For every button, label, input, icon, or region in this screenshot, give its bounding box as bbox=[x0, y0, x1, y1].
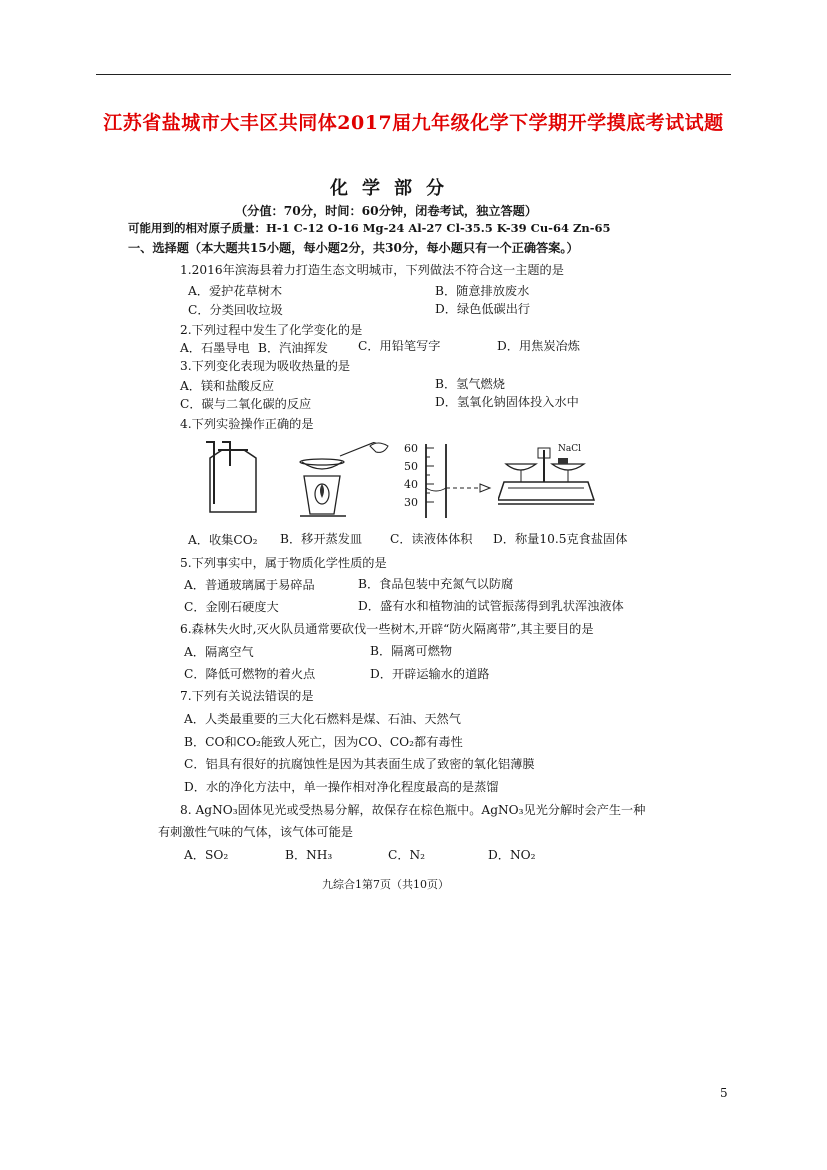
exam-info: （分值：70分，时间：60分钟，闭卷考试，独立答题） bbox=[235, 204, 538, 218]
q1-option-c: C．分类回收垃圾 bbox=[188, 303, 283, 317]
q6-option-d: D．开辟运输水的道路 bbox=[370, 667, 490, 681]
q3-option-c: C．碳与二氧化碳的反应 bbox=[180, 397, 312, 411]
q5-option-a: A．普通玻璃属于易碎品 bbox=[184, 578, 315, 592]
q3-option-a: A．镁和盐酸反应 bbox=[180, 379, 275, 393]
q7-option-d: D．水的净化方法中，单一操作相对净化程度最高的是蒸馏 bbox=[184, 780, 499, 794]
q7-option-a: A．人类最重要的三大化石燃料是煤、石油、天然气 bbox=[184, 712, 461, 726]
q3-option-b: B．氢气燃烧 bbox=[435, 377, 505, 391]
q1-option-a: A．爱护花草树木 bbox=[188, 284, 283, 298]
q7-option-b: B．CO和CO₂能致人死亡，因为CO、CO₂都有毒性 bbox=[184, 735, 463, 749]
q5-option-d: D．盛有水和植物油的试管振荡得到乳状浑浊液体 bbox=[358, 599, 624, 613]
q7-option-c: C．铝具有很好的抗腐蚀性是因为其表面生成了致密的氧化铝薄膜 bbox=[184, 757, 535, 771]
section-title: 化学部分 bbox=[330, 178, 458, 199]
document-title: 江苏省盐城市大丰区共同体2017届九年级化学下学期开学摸底考试试题 bbox=[103, 112, 724, 134]
q3-stem: 3.下列变化表现为吸收热量的是 bbox=[180, 359, 351, 373]
q3-option-d: D．氢氧化钠固体投入水中 bbox=[435, 395, 579, 409]
graduated-cylinder-figure bbox=[404, 442, 495, 522]
q4-stem: 4.下列实验操作正确的是 bbox=[180, 417, 314, 431]
part-heading: 一、选择题（本大题共15小题，每小题2分，共30分，每小题只有一个正确答案。） bbox=[128, 241, 579, 255]
q5-stem: 5.下列事实中，属于物质化学性质的是 bbox=[180, 556, 387, 570]
gas-bottle-figure bbox=[202, 440, 262, 515]
q4-option-d: D．称量10.5克食盐固体 bbox=[493, 532, 628, 546]
q4-option-c: C．读液体体积 bbox=[390, 532, 473, 546]
cylinder-tick-50: 50 bbox=[404, 460, 418, 473]
q8-option-d: D．NO₂ bbox=[488, 848, 536, 862]
q2-option-b: B．汽油挥发 bbox=[258, 341, 328, 355]
cylinder-tick-40: 40 bbox=[404, 478, 418, 491]
cylinder-tick-60: 60 bbox=[404, 442, 418, 455]
q2-stem: 2.下列过程中发生了化学变化的是 bbox=[180, 323, 363, 337]
q5-option-b: B．食品包装中充氮气以防腐 bbox=[358, 577, 514, 591]
q4-option-b: B．移开蒸发皿 bbox=[280, 532, 363, 546]
page-number: 5 bbox=[720, 1086, 728, 1100]
q6-option-b: B．隔离可燃物 bbox=[370, 644, 453, 658]
q6-option-c: C．降低可燃物的着火点 bbox=[184, 667, 316, 681]
q7-stem: 7.下列有关说法错误的是 bbox=[180, 689, 314, 703]
q8-stem-line1: 8. AgNO₃固体见光或受热易分解，故保存在棕色瓶中。AgNO₃见光分解时会产生一种 bbox=[180, 803, 646, 817]
balance-figure bbox=[498, 442, 598, 512]
top-rule bbox=[96, 74, 731, 75]
q1-option-b: B．随意排放废水 bbox=[435, 284, 530, 298]
q2-option-a: A．石墨导电 bbox=[180, 341, 250, 355]
q8-option-c: C．N₂ bbox=[388, 848, 426, 862]
q8-option-b: B．NH₃ bbox=[285, 848, 333, 862]
q8-option-a: A．SO₂ bbox=[184, 848, 229, 862]
scanned-exam-page bbox=[128, 160, 700, 900]
q1-stem: 1.2016年滨海县着力打造生态文明城市，下列做法不符合这一主题的是 bbox=[180, 263, 564, 277]
q1-option-d: D．绿色低碳出行 bbox=[435, 302, 531, 316]
scan-footer: 九综合1第7页（共10页） bbox=[322, 878, 449, 891]
q2-option-d: D．用焦炭冶炼 bbox=[497, 339, 580, 353]
q6-stem: 6.森林失火时,灭火队员通常要砍伐一些树木,开辟“防火隔离带”,其主要目的是 bbox=[180, 622, 594, 636]
q2-option-c: C．用铅笔写字 bbox=[358, 339, 441, 353]
q4-option-a: A．收集CO₂ bbox=[188, 533, 258, 547]
balance-nacl-label: NaCl bbox=[558, 444, 582, 454]
q8-stem-line2: 有刺激性气味的气体，该气体可能是 bbox=[158, 825, 353, 839]
evaporating-dish-figure bbox=[292, 442, 392, 522]
cylinder-tick-30: 30 bbox=[404, 496, 418, 509]
q5-option-c: C．金刚石硬度大 bbox=[184, 600, 279, 614]
atomic-masses: 可能用到的相对原子质量：H-1 C-12 O-16 Mg-24 Al-27 Cl-35.5 K-39 Cu-64 Zn-65 bbox=[128, 221, 611, 235]
q6-option-a: A．隔离空气 bbox=[184, 645, 254, 659]
